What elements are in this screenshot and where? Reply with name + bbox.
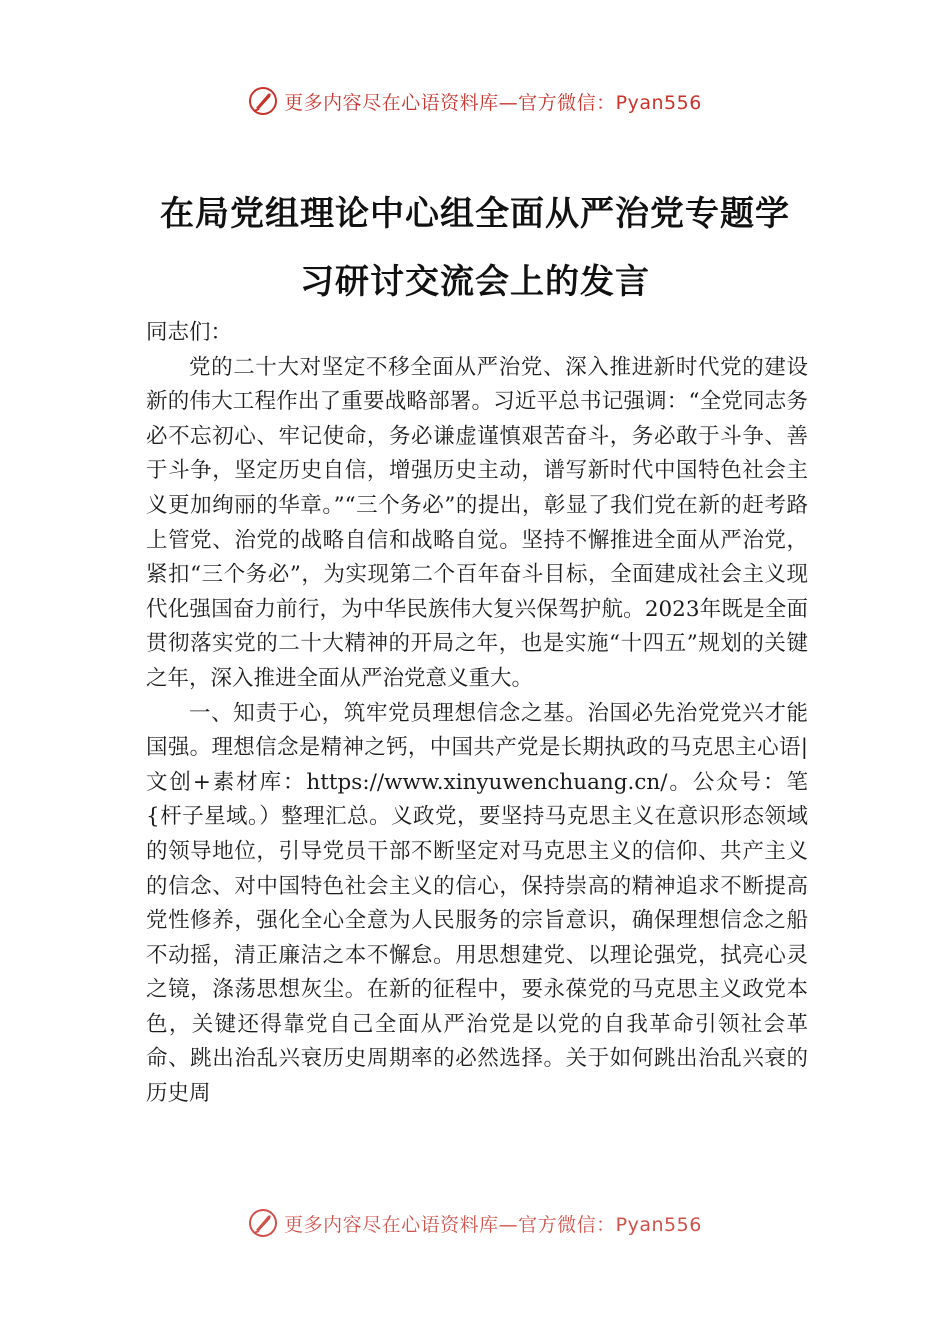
salutation: 同志们： [146,320,233,345]
watermark-text: 更多内容尽在心语资料库—官方微信：Pyan556 [284,91,702,114]
quill-pen-logo-icon [248,86,278,116]
watermark-text: 更多内容尽在心语资料库—官方微信：Pyan556 [284,1213,702,1236]
watermark-footer [0,1208,950,1238]
paragraph-section-one: 一、知责于心，筑牢党员理想信念之基。治国必先治党党兴才能国强。理想信念是精神之钙，中国共产党是长期执政的马克思主心语|文创+素材库：https://www.xinyuwenchuang.cn/。公众号：笔{杆子星域。）整理汇总。义政党，要坚持马克思主义在意识形态领域的领导地位，引导党员干部不断坚定对马克思主义的信仰、共产主义的信念、对中国特色社会主义的信心，保持崇高的精神追求不断提高党性修养，强化全心全意为人民服务的宗旨意识，确保理想信念之船不动摇，清正廉洁之本不懈怠。用思想建党、以理论强党，拭亮心灵之镜，涤荡思想灰尘。在新的征程中，要永葆党的马克思主义政党本色，关键还得靠党自己全面从严治党是以党的自我革命引领社会革命、跳出治乱兴衰历史周期率的必然选择。关于如何跳出治乱兴衰的历史周 [146,700,808,1107]
document-title-line-1: 在局党组理论中心组全面从严治党专题学 [160,194,790,234]
document-body [146,316,808,1112]
paragraph-intro: 党的二十大对坚定不移全面从严治党、深入推进新时代党的建设新的伟大工程作出了重要战略部署。习近平总书记强调：“全党同志务必不忘初心、牢记使命，务必谦虚谨慎艰苦奋斗，务必敢于斗争、善于斗争，坚定历史自信，增强历史主动，谱写新时代中国特色社会主义更加绚丽的华章。”“三个务必”的提出，彰显了我们党在新的赶考路上管党、治党的战略自信和战略自觉。坚持不懈推进全面从严治党，紧扣“三个务必”，为实现第二个百年奋斗目标，全面建成社会主义现代化强国奋力前行，为中华民族伟大复兴保驾护航。2023年既是全面贯彻落实党的二十大精神的开局之年，也是实施“十四五”规划的关键之年，深入推进全面从严治党意义重大。 [146,354,808,691]
document-title-line-2: 习研讨交流会上的发言 [300,262,650,302]
watermark-header [0,86,950,116]
quill-pen-logo-icon [248,1208,278,1238]
